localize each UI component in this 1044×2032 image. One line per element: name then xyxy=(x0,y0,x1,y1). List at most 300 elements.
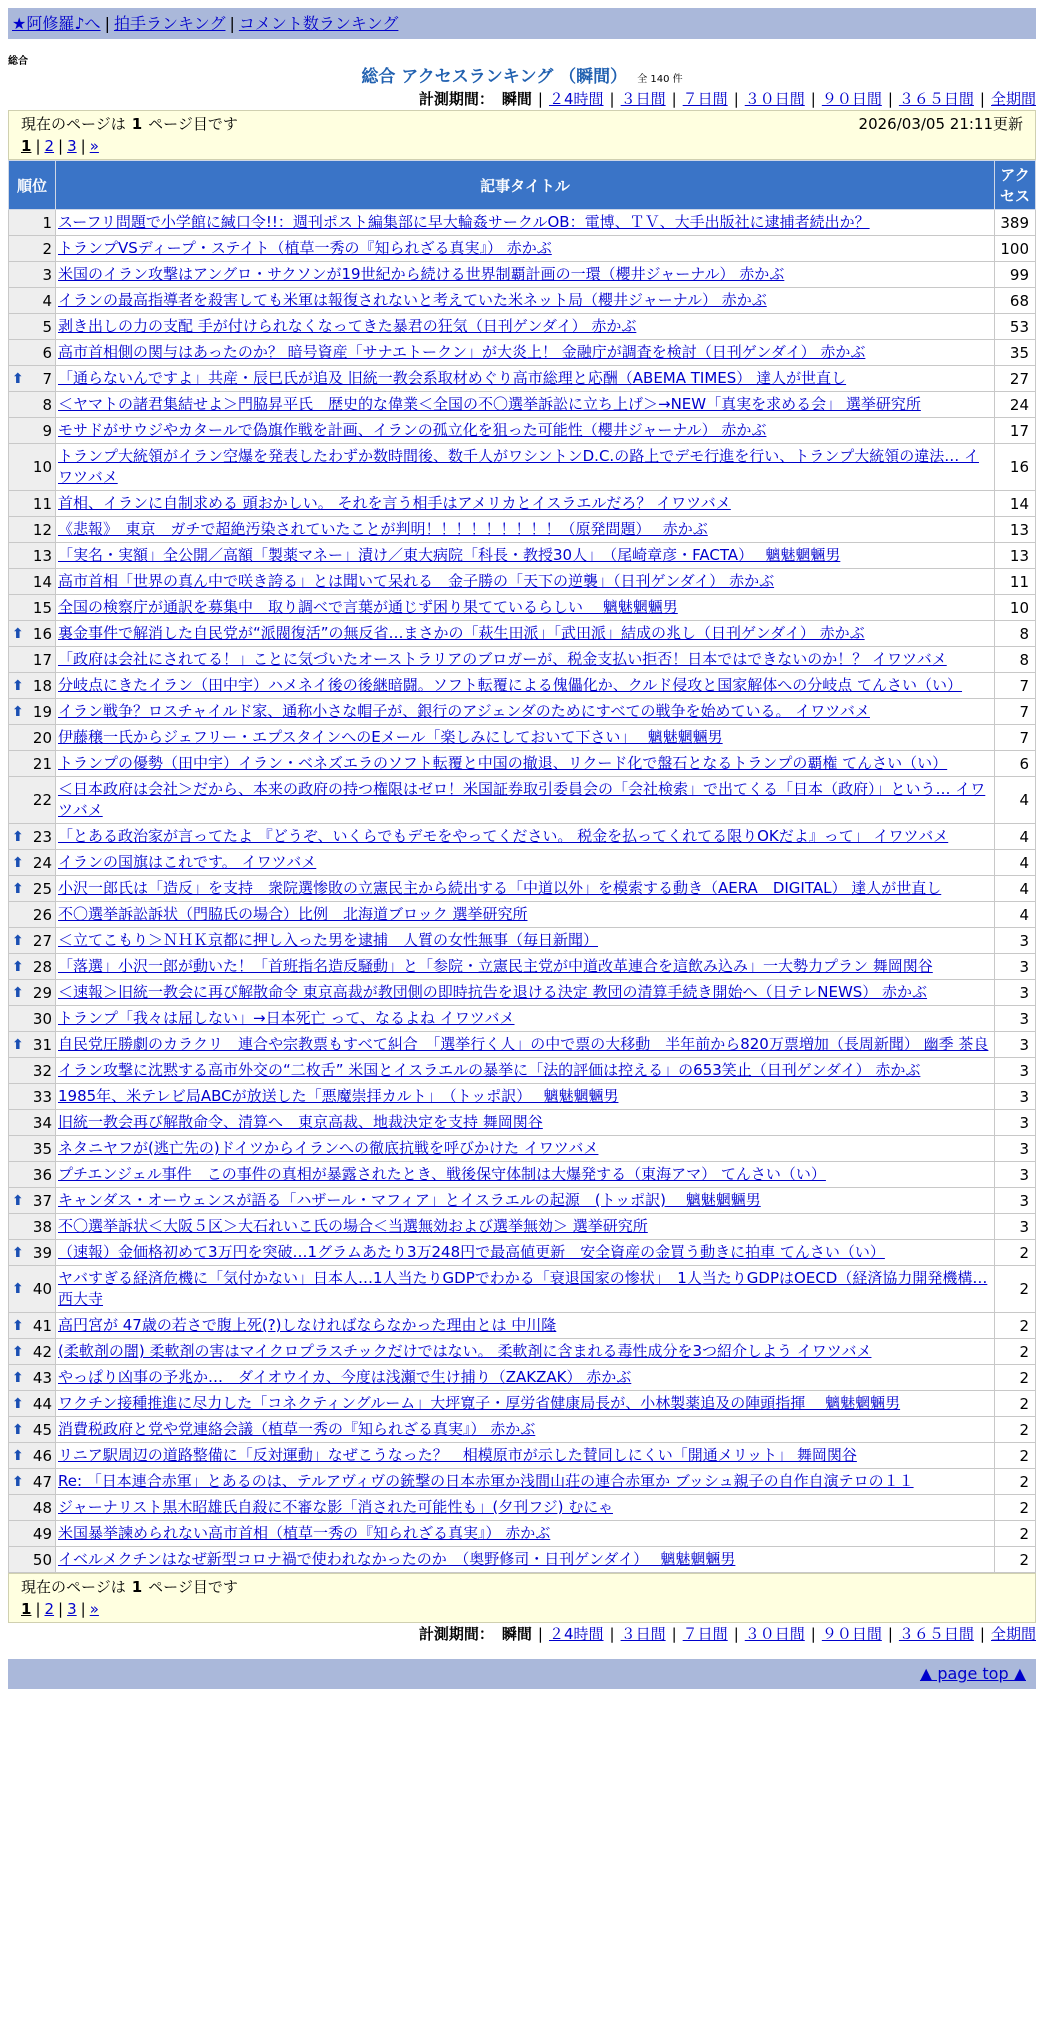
page-link[interactable]: 3 xyxy=(67,1600,77,1618)
article-link[interactable]: ネタニヤフが(逃亡先の)ドイツからイランへの徹底抗戦を呼びかけた イワツバメ xyxy=(58,1139,599,1157)
access-count: 7 xyxy=(995,725,1036,751)
article-link[interactable]: 首相、イランに自制求める 頭おかしい。 それを言う相手はアメリカとイスラエルだろ？ イワツバメ xyxy=(58,494,731,512)
rank-cell xyxy=(9,725,56,751)
article-link[interactable]: 《悲報》 東京 ガチで超絶汚染されていたことが判明！！！！！！！！！（原発問題） 赤かぶ xyxy=(58,520,708,538)
article-link[interactable]: 高市首相「世界の真ん中で咲き誇る」とは聞いて呆れる 金子勝の「天下の逆襲」（日刊ゲンダイ） 赤かぶ xyxy=(58,572,775,590)
rank-cell xyxy=(9,1547,56,1573)
rank-number: 34 xyxy=(32,1113,52,1132)
rank-number: 14 xyxy=(32,572,52,591)
rank-cell xyxy=(9,1136,56,1162)
rank-cell xyxy=(9,1188,56,1214)
clap-ranking-link[interactable]: 拍手ランキング xyxy=(113,14,226,33)
table-row xyxy=(9,1110,1036,1136)
rank-number: 17 xyxy=(32,650,52,669)
article-link[interactable]: 高円宮が 47歳の若さで腹上死(?)しなければならなかった理由とは 中川隆 xyxy=(58,1316,557,1334)
rank-cell xyxy=(9,824,56,850)
title-cell xyxy=(56,1058,995,1084)
title-cell xyxy=(56,1266,995,1313)
article-link[interactable]: ＜速報＞旧統一教会に再び解散命令 東京高裁が教団側の即時抗告を退ける決定 教団の清算手続き開始へ（日テレNEWS） 赤かぶ xyxy=(58,983,928,1001)
access-count: 3 xyxy=(995,1084,1036,1110)
rank-number: 9 xyxy=(42,421,52,440)
table-row xyxy=(9,236,1036,262)
title-cell xyxy=(56,1214,995,1240)
article-link[interactable]: イランの国旗はこれです。 イワツバメ xyxy=(58,853,317,871)
page-text-before: 現在のページは xyxy=(21,1578,126,1596)
table-row xyxy=(9,1058,1036,1084)
article-link[interactable]: ＜立てこもり＞ＮＨＫ京都に押し入った男を逮捕 人質の女性無事（毎日新聞） xyxy=(58,931,599,949)
article-link[interactable]: 米国暴挙諫められない高市首相（植草一秀の『知られざる真実』） 赤かぶ xyxy=(58,1524,551,1542)
rank-cell xyxy=(9,1266,56,1313)
rank-cell xyxy=(9,902,56,928)
rank-number: 41 xyxy=(32,1316,52,1335)
title-cell xyxy=(56,1521,995,1547)
title-cell xyxy=(56,210,995,236)
table-row xyxy=(9,595,1036,621)
period-link[interactable]: ７日間 xyxy=(682,90,728,108)
access-count: 3 xyxy=(995,928,1036,954)
separator: | xyxy=(671,1625,677,1643)
rank-cell xyxy=(9,1006,56,1032)
separator: | xyxy=(887,90,893,108)
rank-number: 45 xyxy=(32,1420,52,1439)
rank-number: 27 xyxy=(32,931,52,950)
rank-number: 44 xyxy=(32,1394,52,1413)
access-count: 2 xyxy=(995,1547,1036,1573)
rank-number: 10 xyxy=(32,458,52,476)
table-row xyxy=(9,288,1036,314)
separator: | xyxy=(609,1625,615,1643)
separator: | xyxy=(810,90,816,108)
rank-number: 16 xyxy=(32,624,52,643)
table-row xyxy=(9,1136,1036,1162)
title-cell xyxy=(56,902,995,928)
rank-cell xyxy=(9,1495,56,1521)
period-link[interactable]: ３６５日間 xyxy=(898,1625,974,1643)
access-count: 4 xyxy=(995,902,1036,928)
article-link[interactable]: スーフリ問題で小学館に緘口令!!：週刊ポスト編集部に早大輪姦サークルOB：電博、ＴＶ、大手出版社に逮捕者続出か？ xyxy=(58,213,870,231)
access-count: 27 xyxy=(995,366,1036,392)
article-link[interactable]: 高市首相側の関与はあったのか？ 暗号資産「サナエトークン」が大炎上！ 金融庁が調査を検討（日刊ゲンダイ） 赤かぶ xyxy=(58,343,866,361)
title-cell xyxy=(56,262,995,288)
rank-cell xyxy=(9,517,56,543)
page-link[interactable]: 1 xyxy=(21,1600,32,1618)
article-link[interactable]: 剥き出しの力の支配 手が付けられなくなってきた暴君の狂気（日刊ゲンダイ） 赤かぶ xyxy=(58,317,637,335)
rank-number: 50 xyxy=(32,1550,52,1569)
access-count: 35 xyxy=(995,340,1036,366)
access-count: 3 xyxy=(995,1032,1036,1058)
title-cell xyxy=(56,621,995,647)
access-count: 389 xyxy=(995,210,1036,236)
access-count: 100 xyxy=(995,236,1036,262)
page-links xyxy=(21,135,1023,157)
rank-cell xyxy=(9,262,56,288)
article-link[interactable]: 「実名・実額」全公開／高額「製薬マネー」漬け／東大病院「科長・教授30人」 （尾崎章彦・FACTA） 魑魅魍魎男 xyxy=(58,546,841,564)
access-count: 99 xyxy=(995,262,1036,288)
table-row xyxy=(9,777,1036,824)
access-count: 2 xyxy=(995,1266,1036,1313)
rank-cell xyxy=(9,491,56,517)
period-link[interactable]: 全期間 xyxy=(990,90,1036,108)
arrow-up-icon: ⬆ xyxy=(12,703,24,720)
table-row xyxy=(9,1391,1036,1417)
arrow-up-icon: ⬆ xyxy=(12,1369,24,1386)
title-cell xyxy=(56,1547,995,1573)
access-count: 2 xyxy=(995,1469,1036,1495)
rank-cell xyxy=(9,954,56,980)
access-count: 3 xyxy=(995,980,1036,1006)
separator: | xyxy=(58,137,64,155)
article-link[interactable]: 「通らないんですよ」共産・辰巳氏が追及 旧統一教会系取材めぐり高市総理と応酬（ABEMA TIMES） 達人が世直し xyxy=(58,369,847,387)
period-link[interactable]: 全期間 xyxy=(990,1625,1036,1643)
article-link[interactable]: キャンダス・オーウェンスが語る「ハザール・マフィア」とイスラエルの起源 (トッポ訳) 魑魅魍魎男 xyxy=(58,1191,761,1209)
title-cell xyxy=(56,928,995,954)
table-row xyxy=(9,699,1036,725)
article-link[interactable]: 「とある政治家が言ってたよ 『どうぞ、いくらでもデモをやってください。 税金を払ってくれてる限りOKだよ』って」 イワツバメ xyxy=(58,827,949,845)
period-link[interactable]: ２4時間 xyxy=(548,1625,604,1643)
arrow-up-icon: ⬆ xyxy=(12,1421,24,1438)
rank-cell xyxy=(9,288,56,314)
article-link[interactable]: （速報）金価格初めて3万円を突破…1グラムあたり3万248円で最高値更新 安全資産の金買う動きに拍車 てんさい（い） xyxy=(58,1243,885,1261)
article-link[interactable]: 1985年、米テレビ局ABCが放送した「悪魔崇拝カルト」 （トッポ訳） 魑魅魍魎男 xyxy=(58,1087,619,1105)
article-link[interactable]: やっぱり凶事の予兆か… ダイオウイカ、今度は浅瀬で生け捕り（ZAKZAK） 赤かぶ xyxy=(58,1368,632,1386)
article-link[interactable]: 全国の検察庁が通訳を募集中 取り調べで言葉が通じず困り果てているらしい 魑魅魍魎男 xyxy=(58,598,678,616)
period-link[interactable]: ９０日間 xyxy=(821,90,882,108)
table-row xyxy=(9,210,1036,236)
article-link[interactable]: 「落選」小沢一郎が動いた！「首班指名造反騒動」と「参院・立憲民主党が中道改革連合を這飲み込み」一大勢力プラン 舞岡関谷 xyxy=(58,957,933,975)
current-page-text xyxy=(21,113,238,135)
separator: | xyxy=(35,137,41,155)
article-link[interactable]: トランプの優勢（田中宇）イラン・ベネズエラのソフト転覆と中国の撤退、リクード化で盤石となるトランプの覇権 てんさい（い） xyxy=(58,754,948,772)
title-cell xyxy=(56,517,995,543)
access-count: 4 xyxy=(995,876,1036,902)
access-count: 3 xyxy=(995,1136,1036,1162)
section-label: 総合 xyxy=(8,56,28,67)
table-row xyxy=(9,1521,1036,1547)
period-link[interactable]: ９０日間 xyxy=(821,1625,882,1643)
rank-cell xyxy=(9,1240,56,1266)
table-row xyxy=(9,1339,1036,1365)
access-count: 4 xyxy=(995,777,1036,824)
page-link[interactable]: 2 xyxy=(44,1600,55,1618)
arrow-up-icon: ⬆ xyxy=(12,1447,24,1464)
rank-number: 39 xyxy=(32,1243,52,1262)
pager-box-bottom xyxy=(8,1573,1036,1623)
table-row xyxy=(9,824,1036,850)
period-link[interactable]: ３６５日間 xyxy=(898,90,974,108)
access-count: 2 xyxy=(995,1495,1036,1521)
table-row xyxy=(9,491,1036,517)
separator: | xyxy=(35,1600,41,1618)
article-link[interactable]: (柔軟剤の闇) 柔軟剤の害はマイクロプラスチックだけではない。 柔軟剤に含まれる毒性成分を3つ紹介しよう イワツバメ xyxy=(58,1342,872,1360)
access-count: 2 xyxy=(995,1240,1036,1266)
table-row xyxy=(9,418,1036,444)
rank-cell xyxy=(9,647,56,673)
next-page-link[interactable]: » xyxy=(89,137,99,155)
arrow-up-icon: ⬆ xyxy=(12,958,24,975)
access-count: 3 xyxy=(995,1058,1036,1084)
title-cell xyxy=(56,1365,995,1391)
article-link[interactable]: ＜ヤマトの諸君集結せよ＞門脇昇平氏 歴史的な偉業＜全国の不〇選挙訴訟に立ち上げ＞→NEW「真実を求める会」 選挙研究所 xyxy=(58,395,921,413)
table-row xyxy=(9,902,1036,928)
rank-number: 29 xyxy=(32,983,52,1002)
article-link[interactable]: リニア駅周辺の道路整備に「反対運動」なぜこうなった？ 相模原市が示した賛同しにくい「開通メリット」 舞岡関谷 xyxy=(58,1446,857,1464)
article-link[interactable]: ジャーナリスト黒木昭雄氏自殺に不審な影「消された可能性も」(夕刊フジ) むにゃ xyxy=(58,1498,613,1516)
period-link[interactable]: ２4時間 xyxy=(548,90,604,108)
rank-number: 4 xyxy=(42,291,52,310)
rank-number: 24 xyxy=(32,853,52,872)
period-current: 瞬間 xyxy=(501,90,532,108)
article-link[interactable]: イラン攻撃に沈黙する高市外交の“二枚舌” 米国とイスラエルの暴挙に「法的評価は控える」の653笑止（日刊ゲンダイ） 赤かぶ xyxy=(58,1061,921,1079)
rank-number: 38 xyxy=(32,1217,52,1236)
page-text-after: ページ目です xyxy=(148,1578,238,1596)
title-cell xyxy=(56,751,995,777)
title-cell xyxy=(56,954,995,980)
footer-bar xyxy=(8,1659,1036,1689)
table-row xyxy=(9,392,1036,418)
separator: | xyxy=(537,90,543,108)
rank-number: 5 xyxy=(42,317,52,336)
arrow-up-icon: ⬆ xyxy=(12,932,24,949)
table-row xyxy=(9,954,1036,980)
period-selector xyxy=(8,88,1036,110)
period-link[interactable]: ３日間 xyxy=(620,90,666,108)
title-cell xyxy=(56,1162,995,1188)
title-cell xyxy=(56,1006,995,1032)
page-top-link[interactable]: ▲ page top ▲ xyxy=(919,1664,1026,1683)
separator: | xyxy=(671,90,677,108)
access-count: 17 xyxy=(995,418,1036,444)
arrow-up-icon: ⬆ xyxy=(12,828,24,845)
access-count: 2 xyxy=(995,1365,1036,1391)
title-cell xyxy=(56,1495,995,1521)
separator: | xyxy=(80,1600,86,1618)
rank-cell xyxy=(9,928,56,954)
table-row xyxy=(9,980,1036,1006)
article-link[interactable]: イランの最高指導者を殺害しても米軍は報復されないと考えていた米ネット局（櫻井ジャーナル） 赤かぶ xyxy=(58,291,767,309)
arrow-up-icon: ⬆ xyxy=(12,1395,24,1412)
table-row xyxy=(9,1032,1036,1058)
rank-number: 37 xyxy=(32,1191,52,1210)
title-cell xyxy=(56,980,995,1006)
rank-number: 30 xyxy=(32,1009,52,1028)
current-page-text xyxy=(21,1576,238,1598)
rank-cell xyxy=(9,1521,56,1547)
title-cell xyxy=(56,1443,995,1469)
rank-cell xyxy=(9,1339,56,1365)
access-count: 4 xyxy=(995,824,1036,850)
rank-number: 19 xyxy=(32,702,52,721)
rank-number: 2 xyxy=(42,239,52,258)
period-link[interactable]: ７日間 xyxy=(682,1625,728,1643)
article-link[interactable]: 旧統一教会再び解散命令、清算へ 東京高裁、地裁決定を支持 舞岡関谷 xyxy=(58,1113,543,1131)
article-link[interactable]: 裏金事件で解消した自民党が“派閥復活”の無反省…まさかの「萩生田派」「武田派」結成の兆し（日刊ゲンダイ） 赤かぶ xyxy=(58,624,865,642)
rank-number: 3 xyxy=(42,265,52,284)
access-count: 2 xyxy=(995,1339,1036,1365)
rank-cell xyxy=(9,1058,56,1084)
title-cell xyxy=(56,725,995,751)
total-count: 全 140 件 xyxy=(637,74,683,85)
title-cell xyxy=(56,595,995,621)
table-row xyxy=(9,366,1036,392)
rank-cell xyxy=(9,850,56,876)
page-link[interactable]: 1 xyxy=(21,137,32,155)
article-link[interactable]: トランプVSディープ・ステイト（植草一秀の『知られざる真実』） 赤かぶ xyxy=(58,239,552,257)
table-row xyxy=(9,1084,1036,1110)
period-link[interactable]: ３日間 xyxy=(620,1625,666,1643)
rank-number: 22 xyxy=(32,791,52,809)
separator: | xyxy=(733,1625,739,1643)
article-link[interactable]: プチエンジェル事件 この事件の真相が暴露されたとき、戦後保守体制は大爆発する（東海アマ） てんさい（い） xyxy=(58,1165,826,1183)
arrow-up-icon: ⬆ xyxy=(12,1036,24,1053)
rank-cell xyxy=(9,1365,56,1391)
title-cell xyxy=(56,850,995,876)
table-row xyxy=(9,1214,1036,1240)
arrow-up-icon: ⬆ xyxy=(12,1473,24,1490)
arrow-up-icon: ⬆ xyxy=(12,677,24,694)
title-header: 記事タイトル xyxy=(56,161,995,210)
rank-cell xyxy=(9,980,56,1006)
arrow-up-icon: ⬆ xyxy=(12,854,24,871)
article-link[interactable]: イベルメクチンはなぜ新型コロナ禍で使われなかったのか （奥野修司・日刊ゲンダイ） 魑魅魍魎男 xyxy=(58,1550,736,1568)
article-link[interactable]: 自民党圧勝劇のカラクリ 連合や宗教票もすべて糾合 「選挙行く人」の中で票の大移動 半年前から820万票増加（長周新聞） 幽季 茶良 xyxy=(58,1035,989,1053)
article-link[interactable]: 米国のイラン攻撃はアングロ・サクソンが19世紀から続ける世界制覇計画の一環（櫻井ジャーナル） 赤かぶ xyxy=(58,265,785,283)
table-row xyxy=(9,751,1036,777)
title-cell xyxy=(56,1339,995,1365)
access-count: 2 xyxy=(995,1521,1036,1547)
pager-status xyxy=(21,113,1023,135)
article-link[interactable]: 伊藤穣一氏からジェフリー・エプスタインへのEメール「楽しみにしておいて下さい」 魑魅魍魎男 xyxy=(58,728,723,746)
article-link[interactable]: イラン戦争？ロスチャイルド家、通称小さな帽子が、銀行のアジェンダのためにすべての戦争を始めている。 イワツバメ xyxy=(58,702,870,720)
article-link[interactable]: 不〇選挙訴訟訴状（門脇氏の場合）比例 北海道ブロック 選挙研究所 xyxy=(58,905,528,923)
rank-cell xyxy=(9,1443,56,1469)
current-page-number: 1 xyxy=(131,115,143,133)
table-row xyxy=(9,1313,1036,1339)
access-count: 3 xyxy=(995,1188,1036,1214)
arrow-up-icon: ⬆ xyxy=(12,984,24,1001)
arrow-up-icon: ⬆ xyxy=(12,1317,24,1334)
rank-cell xyxy=(9,1313,56,1339)
table-row xyxy=(9,725,1036,751)
rank-cell xyxy=(9,314,56,340)
rank-number: 25 xyxy=(32,879,52,898)
article-link[interactable]: ワクチン接種推進に尽力した「コネクティングルーム」大坪寛子・厚労省健康局長が、小林製薬追及の陣頭指揮 魑魅魍魎男 xyxy=(58,1394,901,1412)
access-count: 7 xyxy=(995,673,1036,699)
access-count: 13 xyxy=(995,543,1036,569)
title-cell xyxy=(56,1136,995,1162)
table-row xyxy=(9,621,1036,647)
table-row xyxy=(9,314,1036,340)
rank-cell xyxy=(9,595,56,621)
table-row xyxy=(9,1417,1036,1443)
table-row xyxy=(9,1162,1036,1188)
separator: | xyxy=(58,1600,64,1618)
rank-number: 46 xyxy=(32,1446,52,1465)
page-text-before: 現在のページは xyxy=(21,115,126,133)
ranking-title: 総合 アクセスランキング （瞬間） xyxy=(361,67,628,87)
period-link[interactable]: ３０日間 xyxy=(744,1625,805,1643)
table-row xyxy=(9,1006,1036,1032)
table-row xyxy=(9,543,1036,569)
separator: | xyxy=(810,1625,816,1643)
comment-ranking-link[interactable]: コメント数ランキング xyxy=(238,14,399,33)
article-link[interactable]: 不〇選挙訴状＜大阪５区＞大石れいこ氏の場合＜当選無効および選挙無効＞ 選挙研究所 xyxy=(58,1217,648,1235)
rank-cell xyxy=(9,543,56,569)
title-cell xyxy=(56,1188,995,1214)
title-cell xyxy=(56,491,995,517)
rank-number: 20 xyxy=(32,728,52,747)
article-link[interactable]: モサドがサウジやカタールで偽旗作戦を計画、イランの孤立化を狙った可能性（櫻井ジャーナル） 赤かぶ xyxy=(58,421,767,439)
title-cell xyxy=(56,1032,995,1058)
rank-number: 32 xyxy=(32,1061,52,1080)
next-page-link[interactable]: » xyxy=(89,1600,99,1618)
article-link[interactable]: 「政府は会社にされてる！」ことに気づいたオーストラリアのブロガーが、税金支払い拒否！日本ではできないのか！？ イワツバメ xyxy=(58,650,947,668)
arrow-up-icon: ⬆ xyxy=(12,1343,24,1360)
rank-number: 26 xyxy=(32,905,52,924)
access-count: 2 xyxy=(995,1313,1036,1339)
title-cell xyxy=(56,418,995,444)
title-cell xyxy=(56,699,995,725)
table-row xyxy=(9,1188,1036,1214)
page-link[interactable]: 2 xyxy=(44,137,55,155)
home-link[interactable]: ★阿修羅♪へ xyxy=(12,14,101,33)
rank-cell xyxy=(9,699,56,725)
period-link[interactable]: ３０日間 xyxy=(744,90,805,108)
access-count: 13 xyxy=(995,517,1036,543)
article-link[interactable]: トランプ大統領がイラン空爆を発表したわずか数時間後、数千人がワシントンD.C.の路上でデモ行進を行い、トランプ大統領の違法… イワツバメ xyxy=(58,447,979,486)
title-cell xyxy=(56,392,995,418)
title-cell xyxy=(56,288,995,314)
access-count: 16 xyxy=(995,444,1036,491)
title-cell xyxy=(56,236,995,262)
title-cell xyxy=(56,314,995,340)
article-link[interactable]: Re: 「日本連合赤軍」とあるのは、テルアヴィヴの銃撃の日本赤軍か浅間山荘の連合赤軍か ブッシュ親子の自作自演テロの１１ xyxy=(58,1472,914,1490)
article-link[interactable]: トランプ「我々は屈しない」→日本死亡 って、なるよね イワツバメ xyxy=(58,1009,515,1027)
rank-cell xyxy=(9,236,56,262)
article-link[interactable]: 消費税政府と党や党連絡会議（植草一秀の『知られざる真実』） 赤かぶ xyxy=(58,1420,536,1438)
rank-cell xyxy=(9,751,56,777)
ranking-table xyxy=(8,160,1036,1573)
page-link[interactable]: 3 xyxy=(67,137,77,155)
rank-number: 18 xyxy=(32,676,52,695)
table-row xyxy=(9,876,1036,902)
rank-cell xyxy=(9,673,56,699)
rank-cell xyxy=(9,621,56,647)
rank-cell xyxy=(9,876,56,902)
rank-number: 12 xyxy=(32,520,52,539)
rank-number: 23 xyxy=(32,827,52,846)
title-cell xyxy=(56,824,995,850)
title-cell xyxy=(56,569,995,595)
rank-cell xyxy=(9,1391,56,1417)
current-page-number: 1 xyxy=(131,1578,143,1596)
title-cell xyxy=(56,1391,995,1417)
rank-cell xyxy=(9,210,56,236)
rank-cell xyxy=(9,569,56,595)
rank-number: 28 xyxy=(32,957,52,976)
article-link[interactable]: 小沢一郎氏は「造反」を支持 衆院選惨敗の立憲民主から続出する「中道以外」を模索する動き（AERA DIGITAL） 達人が世直し xyxy=(58,879,942,897)
page-text-after: ページ目です xyxy=(148,115,238,133)
title-cell xyxy=(56,1417,995,1443)
rank-cell xyxy=(9,1162,56,1188)
period-current: 瞬間 xyxy=(501,1625,532,1643)
article-link[interactable]: 分岐点にきたイラン（田中宇）ハメネイ後の後継暗闘。ソフト転覆による傀儡化か、クルド侵攻と国家解体への分岐点 てんさい（い） xyxy=(58,676,963,694)
title-cell xyxy=(56,340,995,366)
article-link[interactable]: ヤバすぎる経済危機に「気付かない」日本人…1人当たりGDPでわかる「衰退国家の惨状」 1人当たりGDPはOECD（経済協力開発機構… 西大寺 xyxy=(58,1269,988,1308)
rank-number: 31 xyxy=(32,1035,52,1054)
separator: | xyxy=(609,90,615,108)
article-link[interactable]: ＜日本政府は会社＞だから、本来の政府の持つ権限はゼロ！米国証券取引委員会の「会社検索」で出てくる「日本（政府）」という… イワツバメ xyxy=(58,780,986,819)
separator: | xyxy=(979,1625,985,1643)
